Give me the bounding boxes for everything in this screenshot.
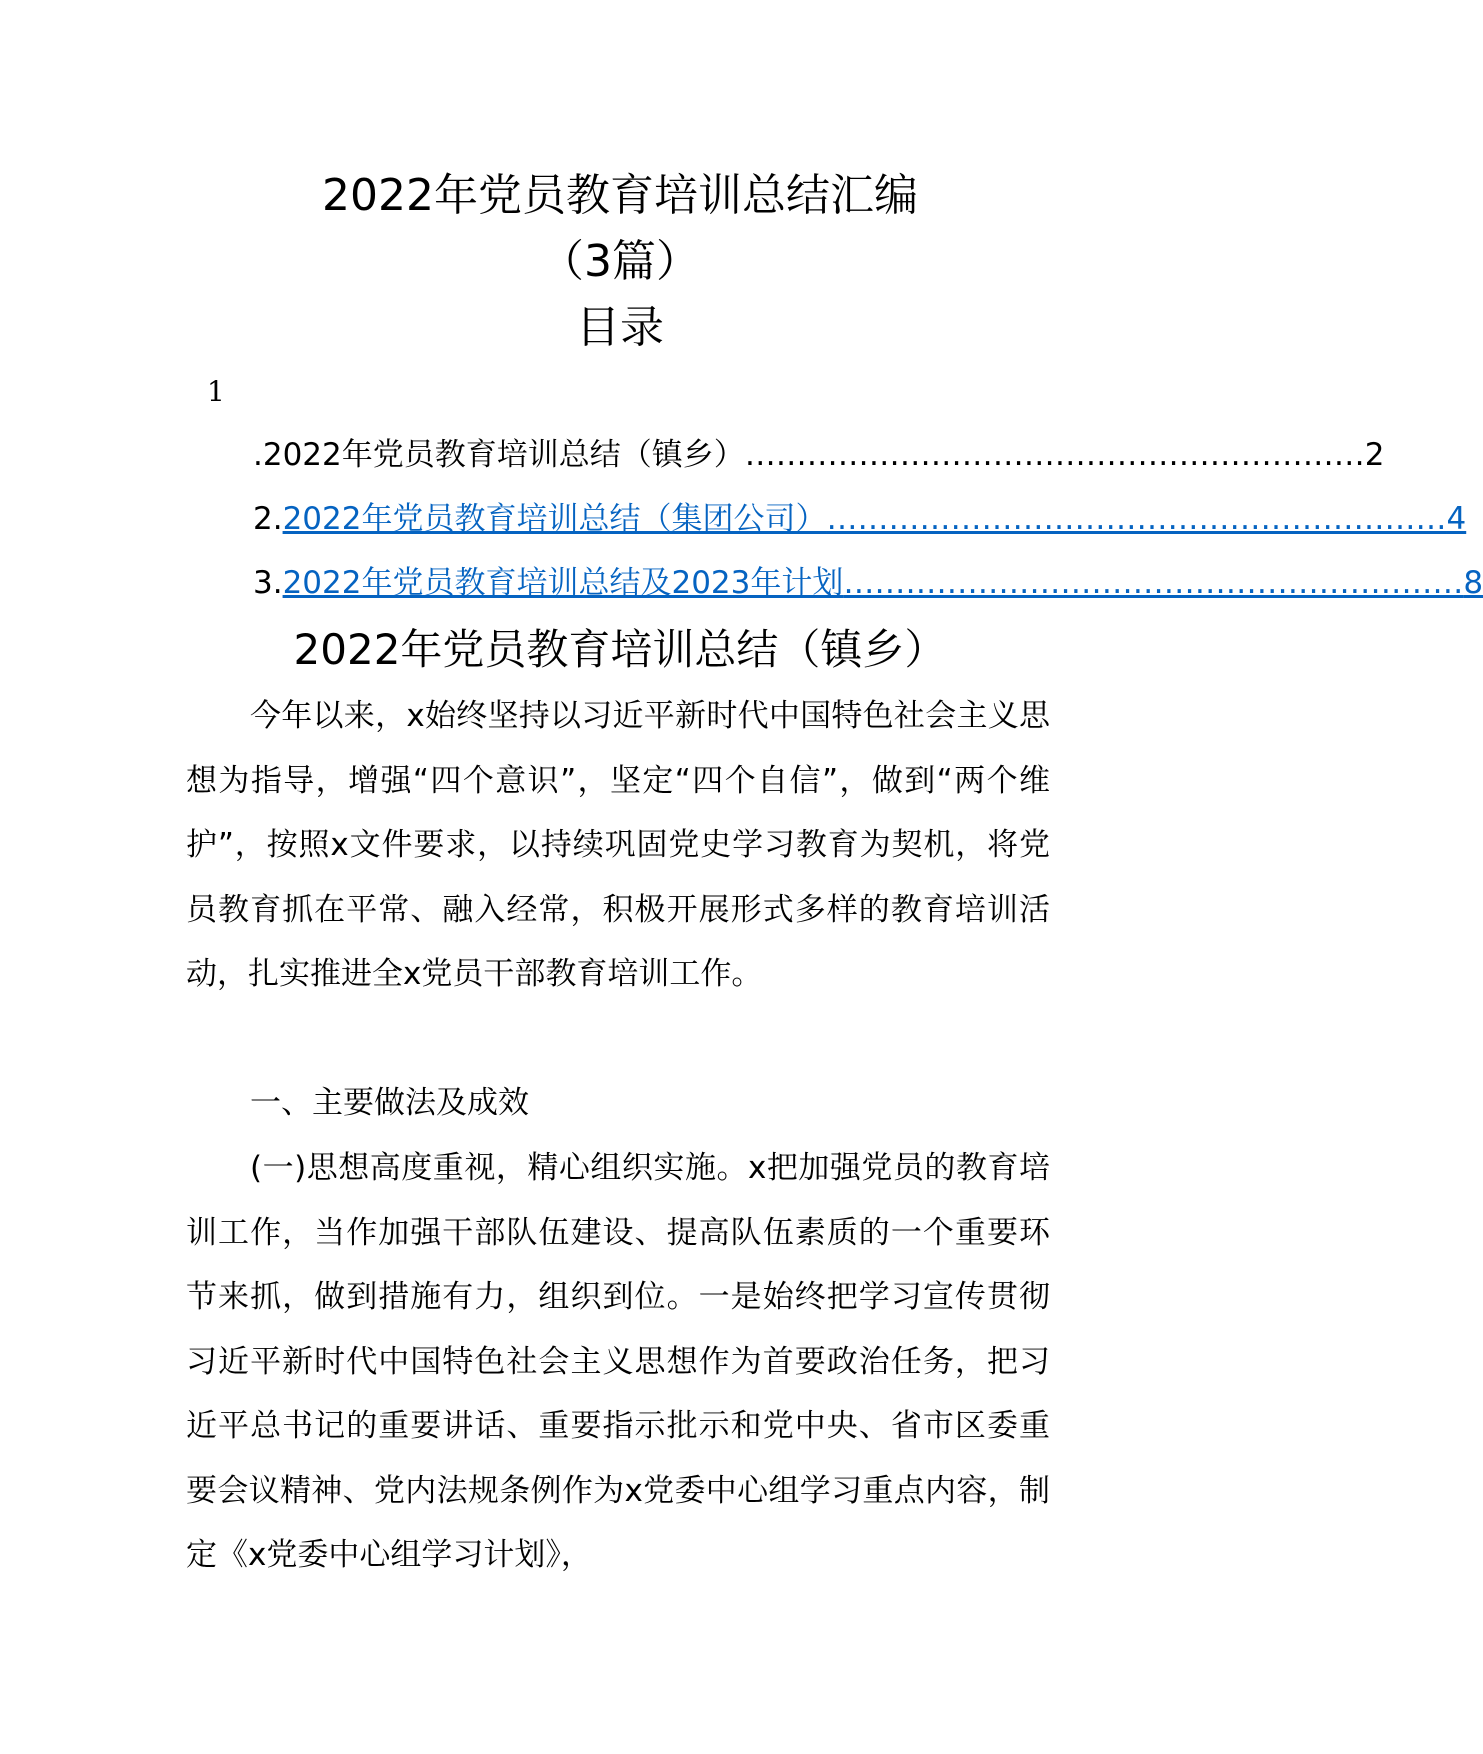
body-paragraph-1: 今年以来，x始终坚持以习近平新时代中国特色社会主义思想为指导，增强“四个意识”，坚定“四个自信”，做到“两个维护”，按照x文件要求，以持续巩固党史学习教育为契机，将党员教育抓在平常、融入经常，积极开展形式多样的教育培训活动，扎实推进全x党员干部教育培训工作。: [186, 698, 1050, 992]
toc-entry-1: [253, 433, 1385, 477]
toc-leader-dots[interactable]: ……………………………………………………: [843, 565, 1464, 601]
section-title: 2022年党员教育培训总结（镇乡）: [293, 625, 947, 674]
toc-first-number: 1: [207, 375, 225, 408]
section-heading-1: 一、主要做法及成效: [250, 1085, 529, 1121]
toc-page-number[interactable]: 4: [1446, 501, 1467, 537]
toc-page-number[interactable]: 8: [1463, 565, 1483, 601]
toc-entry-number: 2.: [253, 501, 283, 537]
toc-entry-link-text[interactable]: 2022年党员教育培训总结及2023年计划: [282, 565, 844, 601]
toc-entry-link-text[interactable]: 2022年党员教育培训总结（集团公司）: [282, 501, 827, 537]
toc-entry-number: .: [253, 437, 263, 473]
toc-page-number: 2: [1364, 437, 1385, 473]
toc-entry-3-link[interactable]: [253, 561, 1483, 605]
toc-heading: 目录: [576, 302, 664, 353]
body-paragraph-2: (一)思想高度重视，精心组织实施。x把加强党员的教育培训工作，当作加强干部队伍建设、提高队伍素质的一个重要环节来抓，做到措施有力，组织到位。一是始终把学习宣传贯彻习近平新时代中国特色社会主义思想作为首要政治任务，把习近平总书记的重要讲话、重要指示批示和党中央、省市区委重要会议精神、党内法规条例作为x党委中心组学习重点内容，制定《x党委中心组学习计划》，: [186, 1150, 1050, 1573]
toc-leader-dots[interactable]: ……………………………………………………: [826, 501, 1447, 537]
toc-leader-dots: ……………………………………………………: [744, 437, 1365, 473]
toc-entry-text: 2022年党员教育培训总结（镇乡）: [262, 437, 745, 473]
document-subtitle: （3篇）: [540, 236, 700, 287]
document-title: 2022年党员教育培训总结汇编: [322, 170, 918, 221]
toc-entry-2-link[interactable]: [253, 497, 1467, 541]
toc-entry-number: 3.: [253, 565, 283, 601]
